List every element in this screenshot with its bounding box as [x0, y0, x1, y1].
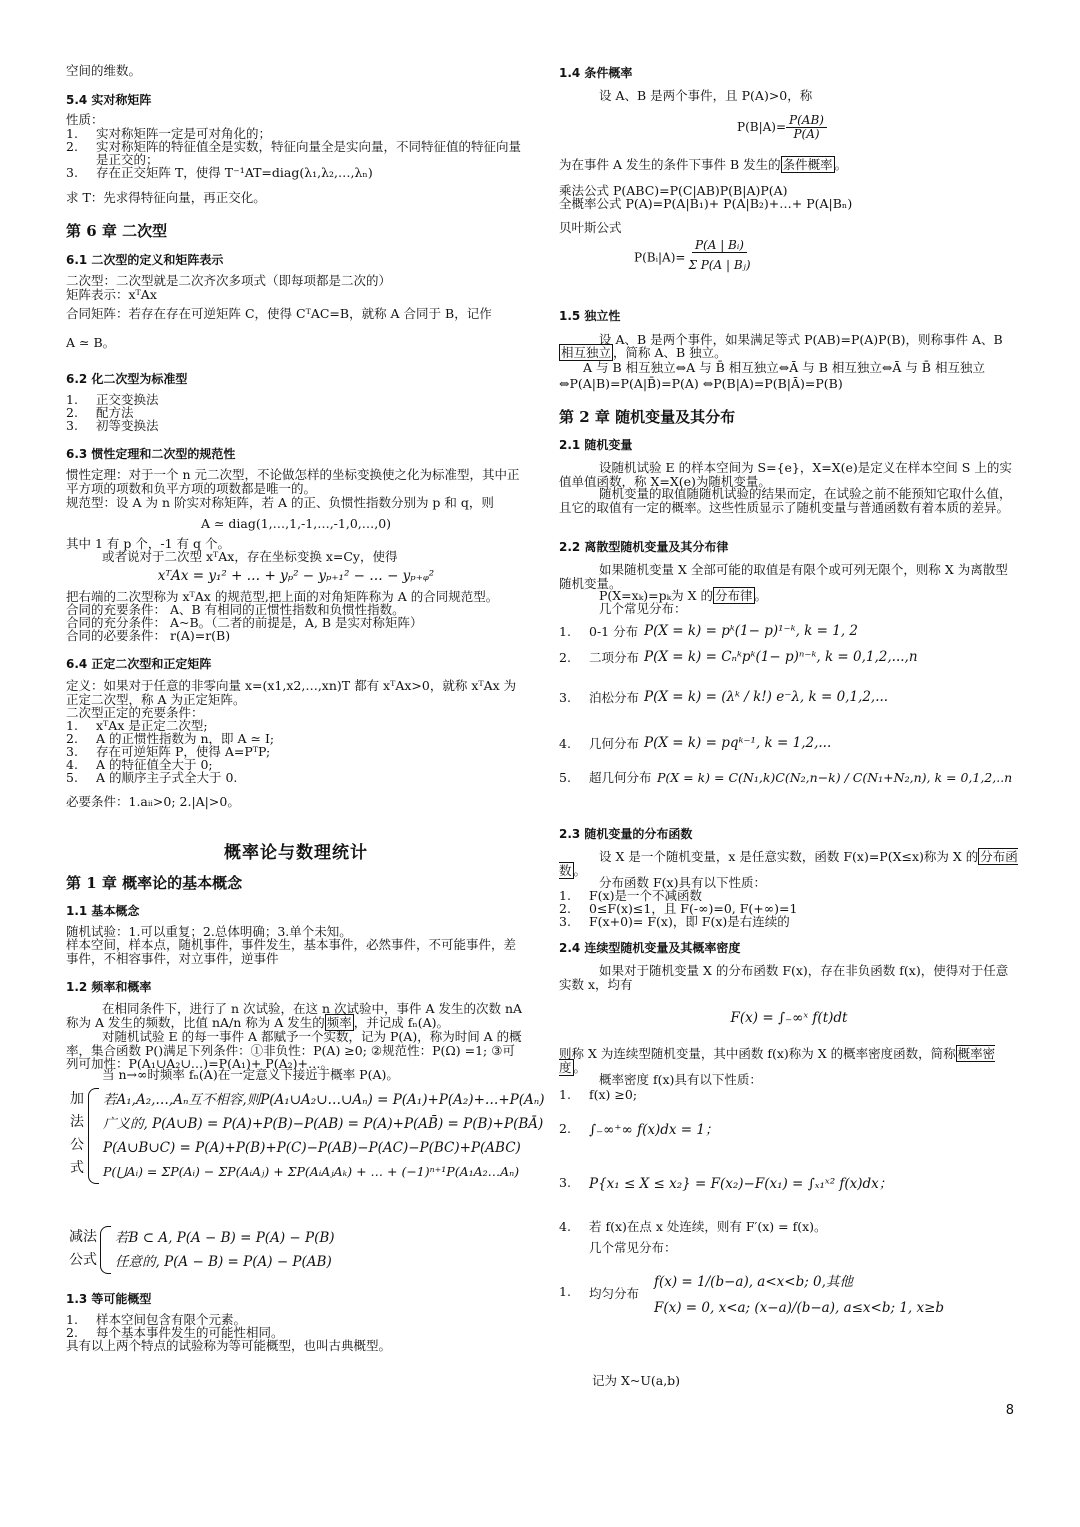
- section-1-3-heading: 1.3 等可能概型: [66, 1292, 152, 1306]
- list-item: 2. 配方法: [66, 405, 134, 420]
- list-item: 2. 实对称矩阵的特征值全是实数，特征向量全是实向量，不同特征值的特征向量是正交的；: [66, 139, 522, 167]
- section-1-2-heading: 1.2 频率和概率: [66, 980, 152, 994]
- s61-line: 矩阵表示：xᵀAx: [66, 287, 157, 302]
- s21-line: 设随机试验 E 的样本空间为 S={e}，X=X(e)是定义在样本空间 S 上的实值单值函数，称 X=X(e)为随机变量。: [559, 460, 1012, 489]
- distribution-item: 1. 0-1 分布 P(X = k) = pᵏ(1− p)¹⁻ᵏ, k = 1, 2: [559, 623, 859, 639]
- density-property: 4. 若 f(x)在点 x 处连续，则有 F′(x) = f(x)。: [559, 1218, 827, 1234]
- properties-label: 性质：: [66, 112, 104, 127]
- s12-line: 对随机试验 E 的每一事件 A 都赋予一个实数，记为 P(A)，称为时间 A 的概率，集合函数 P()满足下列条件：①非负性：P(A) ≥0; ②规范性：P(Ω) =1; ③可列可加性：P(A₁∪A₂∪…)=P(A₁)+ P(A₂)+…。: [66, 1029, 522, 1071]
- subtraction-row: 任意的, P(A − B) = P(A) − P(AB): [115, 1254, 332, 1270]
- addition-formula: [66, 1088, 545, 1184]
- bayes-formula: P(Bᵢ|A)= $\frac{\text{P(A | Bᵢ)}}{\text{Σ P(A | Bⱼ)}}$: [634, 238, 751, 272]
- distribution-item: 3. 泊松分布 P(X = k) = (λᵏ / k!) e⁻λ, k = 0,1,2,...: [559, 689, 889, 705]
- s63-line: 规范型：设 A 为 n 阶实对称矩阵，若 A 的正、负惯性指数分别为 p 和 q，则: [66, 495, 494, 510]
- list-item: 3. F(x+0)= F(x)，即 F(x)是右连续的: [559, 914, 790, 929]
- section-2-4-heading: 2.4 连续型随机变量及其概率密度: [559, 941, 741, 955]
- list-item: 2. 每个基本事件发生的可能性相同。: [66, 1325, 284, 1340]
- distribution-function-box: 分布函数: [559, 849, 1018, 878]
- chapter-1-heading: 第 1 章 概率论的基本概念: [66, 874, 243, 892]
- section-6-3-heading: 6.3 惯性定理和二次型的规范性: [66, 447, 236, 461]
- distribution-law-box: 分布律: [715, 588, 753, 603]
- uniform-density: f(x) = 1/(b−a), a<x<b; 0,其他: [654, 1274, 853, 1290]
- list-item: 1. 实对称矩阵一定是可对角化的；: [66, 126, 272, 141]
- s63-formula: A ≃ diag(1,…,1,-1,…,-1,0,…,0): [200, 516, 392, 531]
- conditional-prob-box: 条件概率: [782, 157, 833, 172]
- s12-line: 在相同条件下，进行了 n 次试验，在这 n 次试验中，事件 A 发生的次数 nA 称为 A 发生的频数，比值 nA/n 称为 A 发生的 频率 ，并记成 fₙ(A)。: [66, 1001, 523, 1030]
- s23-line: 设 X 是一个随机变量，x 是任意实数，函数 F(x)=P(X≤x)称为 X 的 分布函数 。: [559, 849, 1018, 878]
- addition-row: 广义的, P(A∪B) = P(A)+P(B)−P(AB) = P(A)+P(AB̄) = P(B)+P(BĀ): [103, 1116, 544, 1132]
- s24-line: 如果对于随机变量 X 的分布函数 F(x)，存在非负函数 f(x)，使得对于任意实数 x，均有: [559, 963, 1009, 992]
- list-item: 3. 存在可逆矩阵 P，使得 A=PᵀP;: [66, 744, 271, 759]
- subtraction-row: 若B ⊂ A, P(A − B) = P(A) − P(B): [115, 1230, 335, 1246]
- s64-necessary: 必要条件：1.aᵢᵢ>0; 2.|A|>0。: [66, 794, 240, 809]
- section-5-4-heading: 5.4 实对称矩阵: [66, 93, 152, 107]
- s13-list: [66, 1313, 526, 1339]
- list-item: 1. xᵀAx 是正定二次型;: [66, 718, 208, 733]
- list-item: 2. 0≤F(x)≤1，且 F(-∞)=0, F(+∞)=1: [559, 901, 798, 916]
- addition-row: P(A∪B∪C) = P(A)+P(B)+P(C)−P(AB)−P(AC)−P(BC)+P(ABC): [103, 1140, 521, 1156]
- multiplication-formula: 乘法公式 P(ABC)=P(C|AB)P(B|A)P(A): [559, 183, 788, 198]
- section-1-5-heading: 1.5 独立性: [559, 309, 621, 323]
- s64-line: 二次型正定的充要条件：: [66, 705, 204, 720]
- section-1-4-heading: 1.4 条件概率: [559, 66, 633, 80]
- subtraction-formula: [66, 1226, 526, 1274]
- s63-line: 合同的充分条件： A~B。（二者的前提是，A, B 是实对称矩阵）: [66, 615, 423, 630]
- uniform-note: 记为 X~U(a,b): [592, 1373, 681, 1388]
- section-2-2-heading: 2.2 离散型随机变量及其分布律: [559, 540, 729, 554]
- part-title: 概率论与数理统计: [224, 843, 368, 863]
- probability-density-box: 概率密度: [559, 1046, 996, 1075]
- distribution-item: 2. 二项分布 P(X = k) = Cₙᵏpᵏ(1− p)ⁿ⁻ᵏ, k = 0,1,2,...,n: [559, 649, 918, 665]
- section-1-1-heading: 1.1 基本概念: [66, 904, 140, 918]
- s15-line: 相互独立 ，简称 A、B 独立。: [561, 345, 727, 360]
- page-number: 8: [1005, 1403, 1014, 1418]
- s23-list: [559, 889, 1019, 928]
- s63-line: 合同的充要条件： A、B 有相同的正惯性指数和负惯性指数。: [66, 602, 405, 617]
- s61-line: A ≃ B。: [66, 335, 116, 350]
- bayes-label: 贝叶斯公式: [559, 220, 622, 235]
- s13-line: 具有以上两个特点的试验称为等可能概型，也叫古典概型。: [66, 1338, 392, 1353]
- s11-line: 样本空间，样本点，随机事件，事件发生，基本事件，必然事件，不可能事件，差事件，不相容事件，对立事件，逆事件: [66, 937, 517, 966]
- distribution-item: 4. 几何分布 P(X = k) = pqᵏ⁻¹, k = 1,2,...: [559, 735, 832, 751]
- find-t-text: 求 T：先求得特征向量，再正交化。: [66, 190, 266, 205]
- list-item: 1. 正交变换法: [66, 392, 159, 407]
- frequency-box: 频率: [326, 1014, 352, 1030]
- s15-line: 设 A、B 是两个事件，如果满足等式 P(AB)=P(A)P(B)，则称事件 A、B: [599, 332, 1003, 347]
- total-prob-formula: 全概率公式 P(A)=P(A|B₁)+ P(A|B₂)+…+ P(A|Bₙ): [559, 196, 853, 211]
- list-item: 5. A 的顺序主子式全大于 0.: [66, 770, 238, 785]
- s12-line: 当 n→∞时频率 fₙ(A)在一定意义下接近于概率 P(A)。: [102, 1067, 399, 1082]
- distribution-item: 5. 超几何分布 P(X = k) = C(N₁,k)C(N₂,n−k) / C(N₁+N₂,n), k = 0,1,2,..n: [559, 769, 1013, 785]
- list-item: 1. 样本空间包含有限个元素。: [66, 1312, 247, 1327]
- section-6-4-heading: 6.4 正定二次型和正定矩阵: [66, 657, 212, 671]
- s61-line: 合同矩阵：若存在存在可逆矩阵 C，使得 CᵀAC=B，就称 A 合同于 B，记作: [66, 306, 492, 321]
- s64-line: 定义：如果对于任意的非零向量 x=(x1,x2,…,xn)T 都有 xᵀAx>0，就称 xᵀAx 为正定二次型，称 A 为正定矩阵。: [66, 678, 517, 707]
- s63-formula: xᵀAx = y₁² + … + yₚ² − yₚ₊₁² − … − yₚ₊ᵩ²: [157, 568, 435, 584]
- density-property: 1. f(x) ≥0;: [559, 1087, 638, 1102]
- s61-line: 二次型：二次型就是二次齐次多项式（即每项都是二次的）: [66, 273, 392, 288]
- s63-line: 合同的必要条件： r(A)=r(B): [66, 628, 231, 643]
- intro-text: 空间的维数。: [66, 63, 142, 78]
- addition-row: P(⋃Aᵢ) = ΣP(Aᵢ) − ΣP(AᵢAⱼ) + ΣP(AᵢAⱼAₖ) + … + (−1)ⁿ⁺¹P(A₁A₂…Aₙ): [103, 1164, 520, 1179]
- s22-line: 如果随机变量 X 全部可能的取值是有限个或可列无限个，则称 X 为离散型随机变量。: [559, 562, 1008, 591]
- section-6-1-heading: 6.1 二次型的定义和矩阵表示: [66, 253, 224, 267]
- chapter-2-heading: 第 2 章 随机变量及其分布: [559, 408, 736, 426]
- independence-box: 相互独立: [561, 345, 612, 360]
- s64-list: [66, 719, 526, 784]
- s54-list: [66, 127, 526, 179]
- density-property: 3. P{x₁ ≤ X ≤ x₂} = F(x₂)−F(x₁) = ∫ₓ₁ˣ² f(x)dx；: [559, 1174, 893, 1192]
- chapter-6-heading: 第 6 章 二次型: [66, 222, 168, 240]
- section-2-1-heading: 2.1 随机变量: [559, 438, 633, 452]
- uniform-distribution: 1. 均匀分布 f(x) = 1/(b−a), a<x<b; 0,其他 F(x) = 0, x<a; (x−a)/(b−a), a≤x<b; 1, x≥b: [559, 1270, 1019, 1316]
- s63-line: 其中 1 有 p 个，-1 有 q 个。: [66, 536, 230, 551]
- s62-list: [66, 393, 526, 432]
- s14-line: 为在事件 A 发生的条件下事件 B 发生的 条件概率 。: [559, 157, 848, 172]
- list-item: 1. F(x)是一个不减函数: [559, 888, 702, 903]
- list-item: 3. 初等变换法: [66, 418, 159, 433]
- s22-line: 几个常见分布：: [599, 601, 687, 616]
- s24-formula: F(x) = ∫₋∞ˣ f(t)dt: [730, 1010, 848, 1026]
- s14-line: 设 A、B 是两个事件，且 P(A)>0，称: [599, 88, 813, 103]
- section-6-2-heading: 6.2 化二次型为标准型: [66, 372, 188, 386]
- s23-line: 分布函数 F(x)具有以下性质：: [599, 875, 766, 890]
- s15-line: ⇔P(A|B)=P(A|B̄)=P(A) ⇔P(B|A)=P(B|Ā)=P(B): [559, 376, 843, 391]
- s22-line: P(X=xₖ)=pₖ为 X 的 分布律 。: [599, 588, 768, 603]
- s63-line: 把右端的二次型称为 xᵀAx 的规范型,把上面的对角矩阵称为 A 的合同规范型。: [66, 589, 499, 604]
- s21-line: 随机变量的取值随随机试验的结果而定，在试验之前不能预知它取什么值，且它的取值有一定的概率。这些性质显示了随机变量与普通函数有着本质的差异。: [559, 486, 1012, 515]
- list-item: 2. A 的正惯性指数为 n，即 A ≃ I;: [66, 731, 275, 746]
- conditional-formula: P(B|A)= $\frac{P(AB)}{P(A)}$: [737, 114, 1080, 141]
- section-2-3-heading: 2.3 随机变量的分布函数: [559, 827, 693, 841]
- s15-line: A 与 B 相互独立⇔A 与 B̄ 相互独立⇔Ā 与 B 相互独立⇔Ā 与 B̄ 相互独立: [583, 360, 985, 375]
- s11-line: 随机试验：1.可以重复；2.总体明确；3.单个未知。: [66, 924, 352, 939]
- list-item: 3. 存在正交矩阵 T，使得 T⁻¹AT=diag(λ₁,λ₂,…,λₙ): [66, 165, 373, 180]
- s63-line: 或者说对于二次型 xᵀAx，存在坐标变换 x=Cy，使得: [102, 549, 398, 564]
- addition-label: 加 法 公 式: [70, 1091, 84, 1176]
- s63-line: 惯性定理：对于一个 n 元二次型，不论做怎样的坐标变换使之化为标准型，其中正平方项的项数和负平方项的项数都是唯一的。: [66, 467, 520, 496]
- uniform-cdf: F(x) = 0, x<a; (x−a)/(b−a), a≤x<b; 1, x≥b: [654, 1300, 945, 1316]
- subtraction-label: 减法 公式: [69, 1229, 97, 1268]
- s24-line: 概率密度 f(x)具有以下性质：: [599, 1072, 762, 1087]
- s24-line: 则称 X 为连续型随机变量，其中函数 f(x)称为 X 的概率密度函数，简称 概率密度 。: [559, 1046, 996, 1075]
- s24-line: 几个常见分布：: [589, 1240, 677, 1255]
- list-item: 4. A 的特征值全大于 0;: [66, 757, 213, 772]
- addition-row: 若A₁,A₂,…,Aₙ互不相容,则P(A₁∪A₂∪…∪Aₙ) = P(A₁)+P(A₂)+…+P(Aₙ): [103, 1092, 545, 1108]
- density-property: 2. ∫₋∞⁺∞ f(x)dx = 1；: [559, 1120, 719, 1138]
